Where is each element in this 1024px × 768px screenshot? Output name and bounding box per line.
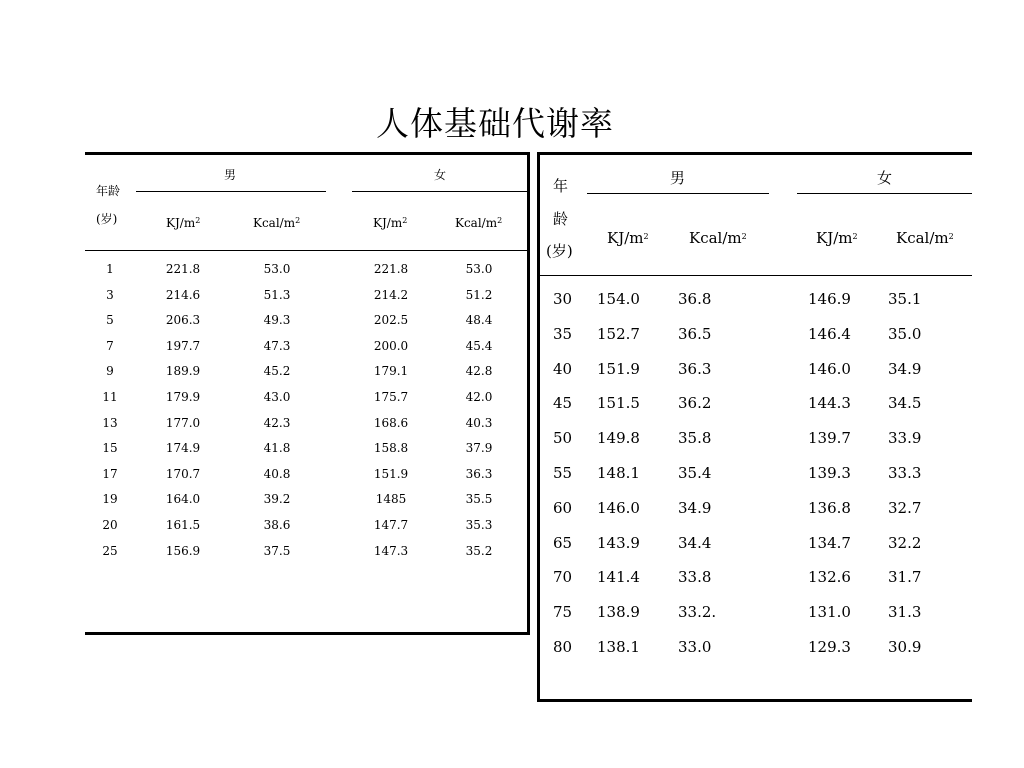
left-table-cell: 214.6 [165, 288, 201, 302]
left-age-unit-header: (岁) [96, 212, 118, 226]
left-table-cell: 177.0 [165, 416, 201, 430]
left-table-cell: 38.6 [263, 518, 291, 532]
left-table-cell: 11 [102, 390, 118, 404]
right-female-header: 女 [877, 169, 893, 187]
left-table-cell: 36.3 [465, 467, 493, 481]
right-table-cell: 55 [553, 464, 573, 482]
left-male-underline [136, 191, 326, 192]
left-table-cell: 45.4 [465, 339, 493, 353]
left-table-cell: 53.0 [263, 262, 291, 276]
left-table-cell: 42.8 [465, 364, 493, 378]
left-table-cell: 161.5 [165, 518, 201, 532]
left-table-cell: 41.8 [263, 441, 291, 455]
right-age-unit-header: (岁) [546, 242, 573, 260]
right-table-cell: 65 [553, 534, 573, 552]
right-table-cell: 152.7 [597, 325, 640, 343]
right-table-cell: 50 [553, 429, 573, 447]
left-table-cell: 19 [102, 492, 118, 506]
left-table-cell: 40.3 [465, 416, 493, 430]
left-table-cell: 179.1 [373, 364, 409, 378]
left-table-cell: 197.7 [165, 339, 201, 353]
right-table-cell: 60 [553, 499, 573, 517]
right-table-cell: 36.2 [678, 394, 712, 412]
left-female-kj-header: $KJ/m^2$ [373, 216, 408, 230]
left-table-cell: 53.0 [465, 262, 493, 276]
right-table-cell: 141.4 [597, 568, 640, 586]
left-table-cell: 214.2 [373, 288, 409, 302]
left-table-cell: 25 [102, 544, 118, 558]
right-table-cell: 75 [553, 603, 573, 621]
right-table-cell: 154.0 [597, 290, 640, 308]
left-table-cell: 7 [106, 339, 114, 353]
left-table-cell: 1485 [375, 492, 407, 506]
right-table-cell: 36.3 [678, 360, 712, 378]
left-table-cell: 49.3 [263, 313, 291, 327]
left-table-cell: 147.7 [373, 518, 409, 532]
right-male-header: 男 [670, 169, 686, 187]
right-table-cell: 143.9 [597, 534, 640, 552]
left-table-cell: 174.9 [165, 441, 201, 455]
left-table-cell: 39.2 [263, 492, 291, 506]
right-table-cell: 139.7 [808, 429, 851, 447]
left-table-cell: 42.3 [263, 416, 291, 430]
right-table-cell: 144.3 [808, 394, 851, 412]
page-title: 人体基础代谢率 [376, 104, 614, 143]
right-table-cell: 149.8 [597, 429, 640, 447]
left-table-cell: 40.8 [263, 467, 291, 481]
left-table-cell: 3 [106, 288, 114, 302]
left-male-kcal-header: Kcal/$m^2$ [253, 216, 301, 230]
left-table-top-border [85, 152, 530, 155]
right-table-cell: 35.4 [678, 464, 712, 482]
right-table-cell: 138.9 [597, 603, 640, 621]
right-table-bottom-border [537, 699, 972, 702]
left-table-cell: 158.8 [373, 441, 409, 455]
right-table-header-border [537, 275, 972, 276]
left-table-cell: 170.7 [165, 467, 201, 481]
right-table-cell: 36.5 [678, 325, 712, 343]
right-male-kcal-header: Kcal/$m^2$ [689, 229, 747, 247]
right-table-cell: 40 [553, 360, 573, 378]
right-table-cell: 30.9 [888, 638, 922, 656]
right-table-cell: 151.5 [597, 394, 640, 412]
right-table-top-border [537, 152, 972, 155]
right-table-cell: 33.8 [678, 568, 712, 586]
left-table-cell: 45.2 [263, 364, 291, 378]
left-table-cell: 47.3 [263, 339, 291, 353]
left-female-kcal-header: Kcal/$m^2$ [455, 216, 503, 230]
left-age-header: 年龄 [96, 184, 121, 198]
right-table-cell: 138.1 [597, 638, 640, 656]
right-table-cell: 34.4 [678, 534, 712, 552]
left-table-right-border [527, 152, 530, 635]
left-table-cell: 51.3 [263, 288, 291, 302]
right-table-cell: 36.8 [678, 290, 712, 308]
right-table-cell: 31.7 [888, 568, 922, 586]
right-table-cell: 136.8 [808, 499, 851, 517]
right-table-cell: 34.5 [888, 394, 922, 412]
left-table-cell: 164.0 [165, 492, 201, 506]
right-table-cell: 31.3 [888, 603, 922, 621]
right-table-cell: 131.0 [808, 603, 851, 621]
right-table-cell: 35.8 [678, 429, 712, 447]
left-table-cell: 15 [102, 441, 118, 455]
right-male-underline [587, 193, 769, 194]
right-table-cell: 35.1 [888, 290, 922, 308]
right-table-cell: 148.1 [597, 464, 640, 482]
left-table-cell: 147.3 [373, 544, 409, 558]
right-table-left-border [537, 152, 540, 702]
left-table-cell: 37.5 [263, 544, 291, 558]
left-table-bottom-border [85, 632, 530, 635]
left-table-cell: 221.8 [373, 262, 409, 276]
left-female-underline [352, 191, 528, 192]
left-table-cell: 206.3 [165, 313, 201, 327]
right-table-cell: 35 [553, 325, 573, 343]
left-table-cell: 9 [106, 364, 114, 378]
right-age-header-1: 年 [553, 177, 569, 195]
right-table-cell: 146.4 [808, 325, 851, 343]
left-male-header: 男 [224, 168, 237, 182]
left-male-kj-header: $KJ/m^2$ [166, 216, 201, 230]
left-table-cell: 51.2 [465, 288, 493, 302]
right-table-cell: 151.9 [597, 360, 640, 378]
left-table-cell: 156.9 [165, 544, 201, 558]
right-table-cell: 35.0 [888, 325, 922, 343]
right-table-cell: 70 [553, 568, 573, 586]
left-table-cell: 35.5 [465, 492, 493, 506]
left-table-cell: 43.0 [263, 390, 291, 404]
right-table-cell: 80 [553, 638, 573, 656]
right-table-cell: 30 [553, 290, 573, 308]
right-table-cell: 32.2 [888, 534, 922, 552]
left-table-cell: 48.4 [465, 313, 493, 327]
right-female-kj-header: $KJ/m^2$ [816, 229, 858, 247]
right-table-cell: 33.0 [678, 638, 712, 656]
left-table-cell: 5 [106, 313, 114, 327]
left-table-cell: 202.5 [373, 313, 409, 327]
right-table-cell: 34.9 [888, 360, 922, 378]
right-female-kcal-header: Kcal/$m^2$ [896, 229, 954, 247]
right-table-cell: 139.3 [808, 464, 851, 482]
right-male-kj-header: $KJ/m^2$ [607, 229, 649, 247]
right-table-cell: 146.0 [808, 360, 851, 378]
left-table-cell: 13 [102, 416, 118, 430]
right-table-cell: 33.3 [888, 464, 922, 482]
right-table-cell: 134.7 [808, 534, 851, 552]
right-table-cell: 32.7 [888, 499, 922, 517]
left-table-cell: 175.7 [373, 390, 409, 404]
right-age-header-2: 龄 [553, 210, 569, 228]
left-table-cell: 42.0 [465, 390, 493, 404]
left-table-cell: 189.9 [165, 364, 201, 378]
right-table-cell: 146.0 [597, 499, 640, 517]
right-table-cell: 33.9 [888, 429, 922, 447]
left-table-cell: 20 [102, 518, 118, 532]
left-female-header: 女 [434, 168, 447, 182]
right-table-cell: 34.9 [678, 499, 712, 517]
left-table-cell: 200.0 [373, 339, 409, 353]
right-table-cell: 146.9 [808, 290, 851, 308]
left-table-cell: 37.9 [465, 441, 493, 455]
left-table-cell: 17 [102, 467, 118, 481]
right-table-cell: 45 [553, 394, 573, 412]
right-female-underline [797, 193, 972, 194]
right-table-cell: 33.2. [678, 603, 717, 621]
left-table-cell: 151.9 [373, 467, 409, 481]
left-table-cell: 35.3 [465, 518, 493, 532]
right-table-cell: 129.3 [808, 638, 851, 656]
left-table-cell: 168.6 [373, 416, 409, 430]
left-table-cell: 35.2 [465, 544, 493, 558]
left-table-cell: 1 [106, 262, 114, 276]
right-table-cell: 132.6 [808, 568, 851, 586]
left-table-header-border [85, 250, 530, 251]
left-table-cell: 221.8 [165, 262, 201, 276]
left-table-cell: 179.9 [165, 390, 201, 404]
